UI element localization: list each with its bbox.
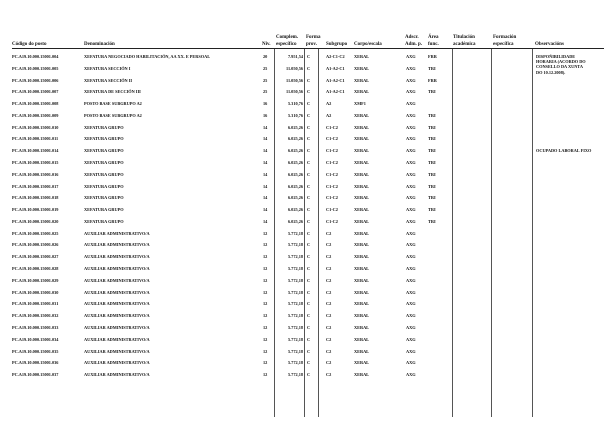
cell-subgrupo: C2 — [326, 266, 332, 272]
cell-nivel: 14 — [263, 148, 268, 154]
cell-complem: 6.025,26 — [287, 136, 303, 142]
cell-forma: C — [307, 124, 311, 130]
cell-nivel: 14 — [263, 124, 268, 130]
cell-subgrupo: C2 — [326, 324, 332, 330]
cell-forma: C — [307, 277, 311, 283]
cell-denominacion: XEFATURA GRUPO — [84, 124, 124, 130]
cell-subgrupo: A1-A2-C1 — [326, 65, 345, 71]
table-row — [0, 231, 615, 242]
cell-adscr: AXG — [406, 124, 416, 130]
cell-forma: C — [307, 266, 311, 272]
cell-subgrupo: C2 — [326, 289, 332, 295]
cell-subgrupo: C2 — [326, 313, 332, 319]
table-row — [0, 160, 615, 171]
cell-complem: 5.772,18 — [287, 348, 303, 354]
cell-corpo: XERAL — [354, 324, 370, 330]
cell-subgrupo: C2 — [326, 336, 332, 342]
table-row — [0, 89, 615, 100]
cell-complem: 6.025,26 — [287, 218, 303, 224]
cell-subgrupo: C2 — [326, 348, 332, 354]
cell-corpo: XERAL — [354, 348, 370, 354]
table-row — [0, 325, 615, 336]
cell-adscr: AXG — [406, 301, 416, 307]
cell-complem: 6.025,26 — [287, 124, 303, 130]
cell-area: TRI — [428, 195, 436, 201]
cell-corpo: XERAL — [354, 277, 370, 283]
cell-codigo: PC.A19.10.000.15001.008 — [12, 101, 59, 107]
cell-corpo: XERAL — [354, 65, 370, 71]
cell-forma: C — [307, 136, 311, 142]
cell-forma: C — [307, 348, 311, 354]
cell-corpo: XERAL — [354, 242, 370, 248]
cell-subgrupo: A1-A2-C1 — [326, 77, 345, 83]
cell-subgrupo: C1-C2 — [326, 218, 338, 224]
header-complem-2: específico — [276, 42, 297, 47]
cell-complem: 5.772,18 — [287, 372, 303, 378]
cell-subgrupo: C2 — [326, 230, 332, 236]
cell-forma: C — [307, 183, 311, 189]
table-row — [0, 113, 615, 124]
cell-corpo: XERAL — [354, 160, 370, 166]
cell-adscr: AXG — [406, 372, 416, 378]
cell-complem: 5.772,18 — [287, 266, 303, 272]
cell-nivel: 14 — [263, 171, 268, 177]
cell-area: FRR — [428, 77, 437, 83]
cell-adscr: AXG — [406, 289, 416, 295]
table-row — [0, 125, 615, 136]
cell-denominacion: XEFATURA SECCIÓN I — [84, 65, 131, 71]
cell-adscr: AXG — [406, 207, 416, 213]
cell-denominacion: AUXILIAR ADMINISTRATIVO/A — [84, 336, 150, 342]
cell-adscr: AXG — [406, 254, 416, 260]
cell-nivel: 25 — [263, 89, 268, 95]
cell-adscr: AXG — [406, 277, 416, 283]
cell-codigo: PC.A19.10.000.15001.005 — [12, 65, 59, 71]
cell-nivel: 12 — [263, 277, 268, 283]
header-titulacion-2: académica — [453, 42, 476, 47]
cell-codigo: PC.A19.10.000.15001.015 — [12, 160, 59, 166]
cell-forma: C — [307, 313, 311, 319]
table-row — [0, 337, 615, 348]
cell-adscr: AXG — [406, 313, 416, 319]
cell-codigo: PC.A19.10.000.15001.014 — [12, 148, 59, 154]
cell-forma: C — [307, 171, 311, 177]
header-forma-2: prov. — [306, 42, 317, 47]
cell-codigo: PC.A19.10.000.15001.037 — [12, 372, 59, 378]
cell-subgrupo: C1-C2 — [326, 183, 338, 189]
cell-nivel: 12 — [263, 348, 268, 354]
cell-subgrupo: C2 — [326, 242, 332, 248]
cell-codigo: PC.A19.10.000.15001.010 — [12, 124, 59, 130]
cell-forma: C — [307, 195, 311, 201]
cell-observacions: DO 10.12.2008). — [536, 69, 566, 75]
cell-forma: C — [307, 242, 311, 248]
cell-nivel: 12 — [263, 242, 268, 248]
cell-subgrupo: C1-C2 — [326, 207, 338, 213]
cell-codigo: PC.A19.10.000.15001.031 — [12, 301, 59, 307]
table-row — [0, 254, 615, 265]
cell-nivel: 12 — [263, 372, 268, 378]
cell-adscr: AXG — [406, 65, 416, 71]
cell-forma: C — [307, 336, 311, 342]
cell-nivel: 14 — [263, 160, 268, 166]
cell-corpo: XERAL — [354, 148, 370, 154]
cell-complem: 6.025,26 — [287, 183, 303, 189]
cell-forma: C — [307, 207, 311, 213]
cell-adscr: AXG — [406, 360, 416, 366]
cell-adscr: AXG — [406, 148, 416, 154]
header-nivel: Niv. — [262, 42, 271, 47]
table-row — [0, 101, 615, 112]
cell-corpo: XERAL — [354, 372, 370, 378]
cell-subgrupo: C1-C2 — [326, 160, 338, 166]
cell-nivel: 14 — [263, 195, 268, 201]
cell-corpo: XERAL — [354, 254, 370, 260]
cell-area: TRI — [428, 148, 436, 154]
cell-nivel: 12 — [263, 266, 268, 272]
cell-nivel: 12 — [263, 336, 268, 342]
cell-forma: C — [307, 112, 311, 118]
cell-denominacion: POSTO BASE SUBGRUPO A2 — [84, 101, 142, 107]
cell-nivel: 14 — [263, 207, 268, 213]
cell-forma: C — [307, 372, 311, 378]
cell-codigo: PC.A19.10.000.15001.030 — [12, 289, 59, 295]
cell-nivel: 12 — [263, 254, 268, 260]
table-row — [0, 78, 615, 89]
header-area-1: Área — [428, 35, 439, 40]
cell-area: TRI — [428, 65, 436, 71]
header-formacion-2: específica — [493, 42, 514, 47]
cell-adscr: AXG — [406, 242, 416, 248]
header-corpo: Corpo/escala — [354, 42, 382, 47]
cell-denominacion: XEFATURA GRUPO — [84, 183, 124, 189]
cell-denominacion: AUXILIAR ADMINISTRATIVO/A — [84, 360, 150, 366]
cell-forma: C — [307, 324, 311, 330]
cell-forma: C — [307, 289, 311, 295]
header-adscr-2: Adm. p. — [405, 42, 423, 47]
cell-corpo: XERAL — [354, 207, 370, 213]
cell-codigo: PC.A19.10.000.15001.017 — [12, 183, 59, 189]
cell-complem: 11.050,56 — [286, 77, 303, 83]
cell-forma: C — [307, 301, 311, 307]
table-row — [0, 207, 615, 218]
cell-observacions: DISPOÑIBILIDADE — [536, 54, 576, 59]
cell-nivel: 25 — [263, 77, 268, 83]
cell-nivel: 12 — [263, 324, 268, 330]
cell-corpo: XERAL — [354, 301, 370, 307]
cell-denominacion: AUXILIAR ADMINISTRATIVO/A — [84, 289, 150, 295]
cell-corpo: XERAL — [354, 54, 370, 59]
header-area-2: func. — [428, 42, 439, 47]
cell-denominacion: AUXILIAR ADMINISTRATIVO/A — [84, 348, 150, 354]
cell-subgrupo: A1-A2-C1 — [326, 89, 345, 95]
cell-corpo: XERAL — [354, 112, 370, 118]
cell-area: TRI — [428, 112, 436, 118]
cell-denominacion: AUXILIAR ADMINISTRATIVO/A — [84, 313, 150, 319]
cell-complem: 11.050,56 — [286, 65, 303, 71]
cell-adscr: AXG — [406, 266, 416, 272]
cell-codigo: PC.A19.10.000.15001.011 — [12, 136, 59, 142]
cell-corpo: XERAL — [354, 289, 370, 295]
cell-denominacion: AUXILIAR ADMINISTRATIVO/A — [84, 266, 150, 272]
cell-forma: C — [307, 54, 311, 59]
cell-complem: 5.772,18 — [287, 289, 303, 295]
cell-denominacion: XEFATURA DE SECCIÓN III — [84, 89, 141, 95]
cell-area: TRI — [428, 160, 436, 166]
cell-nivel: 14 — [263, 218, 268, 224]
cell-subgrupo: A2 — [326, 112, 332, 118]
cell-subgrupo: C1-C2 — [326, 136, 338, 142]
table-row — [0, 195, 615, 206]
cell-forma: C — [307, 254, 311, 260]
cell-corpo: XERAL — [354, 230, 370, 236]
cell-denominacion: XEFATURA NEGOCIADO HABILITACIÓN, AA XX. E PERSOAL — [84, 54, 211, 59]
header-codigo: Código do posto — [12, 42, 47, 47]
cell-subgrupo: A2-C1-C2 — [326, 54, 345, 59]
cell-forma: C — [307, 160, 311, 166]
cell-denominacion: XEFATURA GRUPO — [84, 195, 124, 201]
cell-adscr: AXG — [406, 324, 416, 330]
cell-subgrupo: C1-C2 — [326, 171, 338, 177]
cell-complem: 6.025,26 — [287, 148, 303, 154]
cell-forma: C — [307, 77, 311, 83]
cell-complem: 5.772,18 — [287, 254, 303, 260]
cell-nivel: 12 — [263, 289, 268, 295]
cell-denominacion: XEFATURA GRUPO — [84, 160, 124, 166]
header-adscr-1: Adscr. — [405, 35, 419, 40]
cell-codigo: PC.A19.10.000.15001.036 — [12, 360, 59, 366]
cell-adscr: AXG — [406, 136, 416, 142]
cell-subgrupo: C1-C2 — [326, 195, 338, 201]
cell-denominacion: XEFATURA GRUPO — [84, 148, 124, 154]
cell-forma: C — [307, 148, 311, 154]
table-row — [0, 172, 615, 183]
cell-corpo: XERAL — [354, 336, 370, 342]
cell-forma: C — [307, 65, 311, 71]
cell-codigo: PC.A19.10.000.15001.033 — [12, 324, 59, 330]
cell-codigo: PC.A19.10.000.15001.018 — [12, 195, 59, 201]
cell-denominacion: AUXILIAR ADMINISTRATIVO/A — [84, 277, 150, 283]
cell-forma: C — [307, 89, 311, 95]
table-row — [0, 301, 615, 312]
cell-adscr: AXG — [406, 54, 416, 59]
cell-denominacion: AUXILIAR ADMINISTRATIVO/A — [84, 242, 150, 248]
cell-area: TRI — [428, 89, 436, 95]
cell-area: TRI — [428, 207, 436, 213]
cell-corpo: XERAL — [354, 218, 370, 224]
cell-subgrupo: C2 — [326, 372, 332, 378]
cell-codigo: PC.A19.10.000.15001.035 — [12, 348, 59, 354]
cell-subgrupo: C2 — [326, 360, 332, 366]
header-titulacion-1: Titulación — [453, 35, 475, 40]
cell-nivel: 12 — [263, 313, 268, 319]
header-denominacion: Denominación — [84, 42, 115, 47]
cell-subgrupo: C2 — [326, 254, 332, 260]
cell-adscr: AXG — [406, 230, 416, 236]
cell-adscr: AXG — [406, 336, 416, 342]
cell-adscr: AXG — [406, 195, 416, 201]
cell-area: FRR — [428, 54, 437, 59]
cell-nivel: 14 — [263, 136, 268, 142]
cell-subgrupo: C1-C2 — [326, 148, 338, 154]
cell-complem: 5.772,18 — [287, 230, 303, 236]
cell-subgrupo: C2 — [326, 301, 332, 307]
cell-area: TRI — [428, 171, 436, 177]
cell-codigo: PC.A19.10.000.15001.034 — [12, 336, 59, 342]
cell-codigo: PC.A19.10.000.15001.027 — [12, 254, 59, 260]
cell-complem: 6.025,26 — [287, 195, 303, 201]
table-row — [0, 372, 615, 383]
cell-forma: C — [307, 101, 311, 107]
cell-corpo: XERAL — [354, 77, 370, 83]
cell-complem: 5.310,76 — [287, 112, 303, 118]
cell-adscr: AXG — [406, 218, 416, 224]
cell-complem: 5.772,18 — [287, 360, 303, 366]
cell-corpo: XERAL — [354, 360, 370, 366]
header-formacion-1: Formación — [493, 35, 517, 40]
cell-codigo: PC.A19.10.000.15001.026 — [12, 242, 59, 248]
cell-observacions: OCUPADO LABORAL FIXO — [536, 148, 592, 154]
cell-codigo: PC.A19.10.000.15001.029 — [12, 277, 59, 283]
cell-complem: 5.772,18 — [287, 313, 303, 319]
cell-complem: 7.951,54 — [287, 54, 303, 59]
table-row — [0, 66, 615, 77]
table-row — [0, 184, 615, 195]
cell-codigo: PC.A19.10.000.15001.004 — [12, 54, 59, 59]
cell-denominacion: POSTO BASE SUBGRUPO A2 — [84, 112, 142, 118]
table-row — [0, 278, 615, 289]
cell-nivel: 16 — [263, 112, 268, 118]
cell-adscr: AXG — [406, 101, 416, 107]
cell-complem: 5.772,18 — [287, 242, 303, 248]
table-row — [0, 349, 615, 360]
cell-denominacion: XEFATURA SECCIÓN II — [84, 77, 133, 83]
cell-corpo: XERAL — [354, 89, 370, 95]
cell-complem: 5.772,18 — [287, 324, 303, 330]
cell-adscr: AXG — [406, 171, 416, 177]
cell-subgrupo: A2 — [326, 101, 332, 107]
cell-corpo: XERAL — [354, 171, 370, 177]
table-row — [0, 242, 615, 253]
header-rule — [12, 48, 604, 49]
cell-codigo: PC.A19.10.000.15001.019 — [12, 207, 59, 213]
header-subgrupo: Subgrupo — [326, 42, 348, 47]
cell-corpo: XMF1 — [354, 101, 366, 107]
table-row — [0, 313, 615, 324]
table-row — [0, 266, 615, 277]
cell-subgrupo: C2 — [326, 277, 332, 283]
cell-complem: 5.772,18 — [287, 277, 303, 283]
cell-denominacion: XEFATURA GRUPO — [84, 171, 124, 177]
table-row — [0, 148, 615, 159]
cell-codigo: PC.A19.10.000.15001.007 — [12, 89, 59, 95]
cell-complem: 11.050,56 — [286, 89, 303, 95]
cell-adscr: AXG — [406, 89, 416, 95]
cell-adscr: AXG — [406, 112, 416, 118]
header-forma-1: Forma — [306, 35, 321, 40]
cell-complem: 6.025,26 — [287, 160, 303, 166]
cell-codigo: PC.A19.10.000.15001.032 — [12, 313, 59, 319]
cell-denominacion: AUXILIAR ADMINISTRATIVO/A — [84, 230, 150, 236]
cell-corpo: XERAL — [354, 195, 370, 201]
cell-adscr: AXG — [406, 77, 416, 83]
cell-area: TRI — [428, 136, 436, 142]
cell-denominacion: AUXILIAR ADMINISTRATIVO/A — [84, 372, 150, 378]
table-row — [0, 136, 615, 147]
cell-adscr: AXG — [406, 183, 416, 189]
cell-corpo: XERAL — [354, 183, 370, 189]
cell-denominacion: AUXILIAR ADMINISTRATIVO/A — [84, 324, 150, 330]
cell-nivel: 12 — [263, 230, 268, 236]
cell-observacions: CONSELLO DA XUNTA — [536, 64, 583, 70]
cell-forma: C — [307, 218, 311, 224]
cell-forma: C — [307, 360, 311, 366]
cell-nivel: 12 — [263, 360, 268, 366]
cell-area: TRI — [428, 183, 436, 189]
cell-adscr: AXG — [406, 160, 416, 166]
table-row — [0, 360, 615, 371]
cell-adscr: AXG — [406, 348, 416, 354]
cell-complem: 5.310,76 — [287, 101, 303, 107]
cell-nivel: 12 — [263, 301, 268, 307]
cell-subgrupo: C1-C2 — [326, 124, 338, 130]
cell-complem: 6.025,26 — [287, 171, 303, 177]
cell-codigo: PC.A19.10.000.15001.006 — [12, 77, 59, 83]
cell-codigo: PC.A19.10.000.15001.025 — [12, 230, 59, 236]
cell-complem: 6.025,26 — [287, 207, 303, 213]
cell-nivel: 20 — [263, 54, 268, 59]
cell-denominacion: XEFATURA GRUPO — [84, 207, 124, 213]
header-observacions: Observacións — [535, 42, 564, 47]
cell-observacions: HORARIA (ACORDO DO — [536, 59, 586, 65]
cell-codigo: PC.A19.10.000.15001.009 — [12, 112, 59, 118]
cell-denominacion: XEFATURA GRUPO — [84, 218, 124, 224]
cell-area: TRI — [428, 124, 436, 130]
cell-nivel: 14 — [263, 183, 268, 189]
cell-corpo: XERAL — [354, 266, 370, 272]
cell-denominacion: XEFATURA GRUPO — [84, 136, 124, 142]
cell-complem: 5.772,18 — [287, 301, 303, 307]
table-row — [0, 219, 615, 230]
cell-forma: C — [307, 230, 311, 236]
cell-codigo: PC.A19.10.000.15001.028 — [12, 266, 59, 272]
cell-corpo: XERAL — [354, 136, 370, 142]
cell-denominacion: AUXILIAR ADMINISTRATIVO/A — [84, 301, 150, 307]
cell-corpo: XERAL — [354, 124, 370, 130]
header-complem-1: Complem. — [276, 35, 299, 40]
cell-codigo: PC.A19.10.000.15001.020 — [12, 218, 59, 224]
cell-nivel: 16 — [263, 101, 268, 107]
cell-codigo: PC.A19.10.000.15001.016 — [12, 171, 59, 177]
cell-denominacion: AUXILIAR ADMINISTRATIVO/A — [84, 254, 150, 260]
cell-area: TRI — [428, 218, 436, 224]
cell-nivel: 25 — [263, 65, 268, 71]
table-row — [0, 290, 615, 301]
cell-complem: 5.772,18 — [287, 336, 303, 342]
cell-corpo: XERAL — [354, 313, 370, 319]
